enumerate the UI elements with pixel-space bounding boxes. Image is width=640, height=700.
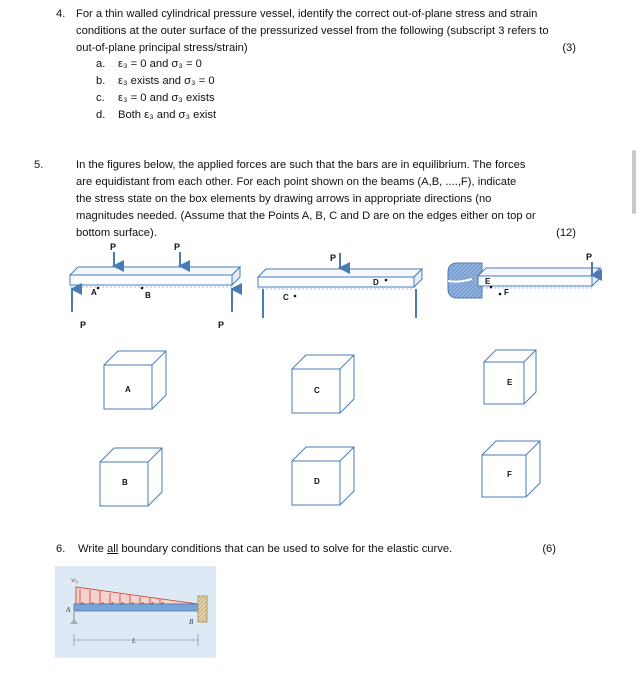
question-text-line: conditions at the outer surface of the pressurized vessel from the following (subscript 3 refers to: [76, 25, 549, 37]
point-label: C: [283, 293, 289, 302]
point-label: D: [373, 278, 379, 287]
end-label: B: [189, 618, 194, 626]
box-label: E: [507, 378, 513, 387]
question-text-line: In the figures below, the applied forces are such that the bars are in equilibrium. The forces: [76, 159, 526, 171]
point-label: E: [485, 277, 491, 286]
points-label: (12): [556, 227, 576, 239]
vertical-scrollbar[interactable]: [632, 150, 636, 214]
box-label: F: [507, 470, 512, 479]
load-label: P: [218, 320, 225, 330]
points-label: (3): [562, 42, 576, 54]
question-text-line: out-of-plane principal stress/strain): [76, 42, 248, 54]
box-label: B: [122, 478, 128, 487]
question-text-line: are equidistant from each other. For each point shown on the beams (A,B, ....,F), indicate: [76, 176, 517, 188]
load-label: w₀: [71, 576, 79, 584]
question-text-part: Write: [78, 543, 108, 555]
pin-icon: [70, 619, 78, 624]
box-label: D: [314, 477, 320, 486]
option-letter: b.: [96, 75, 106, 87]
question-number: 6.: [56, 543, 66, 555]
question-text-part: boundary conditions that can be used to solve for the elastic curve.: [118, 543, 453, 555]
end-label: A: [66, 606, 71, 614]
option-text: ε₃ exists and σ₃ = 0: [118, 75, 215, 87]
option-text: ε₃ = 0 and σ₃ = 0: [118, 58, 202, 70]
load-label: P: [330, 253, 337, 263]
point-label: F: [504, 288, 509, 297]
question-number: 5.: [34, 159, 44, 171]
option-letter: c.: [96, 92, 105, 104]
points-label: (6): [542, 543, 556, 555]
distributed-load: [76, 587, 198, 604]
question-text-line: bottom surface).: [76, 227, 157, 239]
length-label: L: [132, 637, 136, 645]
load-label: P: [80, 320, 87, 330]
option-letter: a.: [96, 58, 106, 70]
option-text: Both ε₃ and σ₃ exist: [118, 109, 217, 121]
box-label: A: [125, 385, 131, 394]
question-text-line: For a thin walled cylindrical pressure vessel, identify the correct out-of-plane stress and strain: [76, 8, 538, 20]
load-label: P: [110, 242, 117, 252]
fixed-wall: [198, 596, 207, 622]
option-letter: d.: [96, 109, 106, 121]
option-text: ε₃ = 0 and σ₃ exists: [118, 92, 215, 104]
load-label: P: [174, 242, 181, 252]
question-number: 4.: [56, 8, 66, 20]
load-label: P: [586, 252, 593, 262]
question-text-emphasis: all: [107, 543, 119, 555]
point-label: A: [91, 288, 97, 297]
box-label: C: [314, 386, 320, 395]
point-label: B: [145, 291, 151, 300]
question-text-line: magnitudes needed. (Assume that the Points A, B, C and D are on the edges either on top or: [76, 210, 536, 222]
question-text-line: the stress state on the box elements by drawing arrows in appropriate directions (no: [76, 193, 492, 205]
cantilever-beam: [74, 604, 198, 611]
